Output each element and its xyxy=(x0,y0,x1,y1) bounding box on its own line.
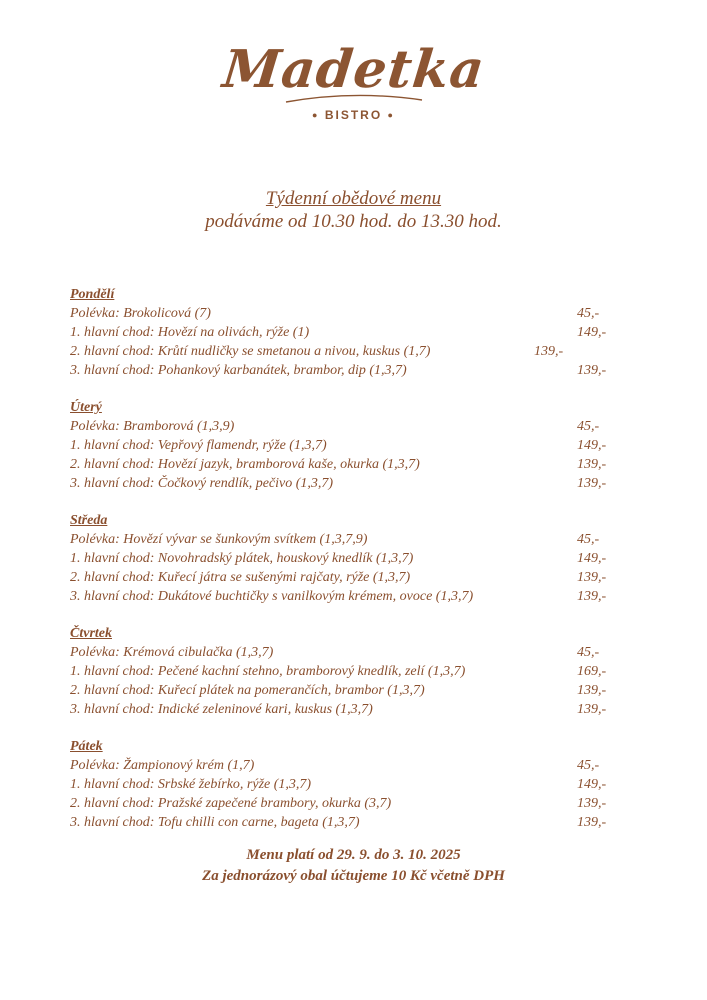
day-name: Pondělí xyxy=(70,287,115,302)
day-name: Pátek xyxy=(70,739,103,754)
menu-item-label: 2. hlavní chod: Hovězí jazyk, bramborová kaše, okurka (1,3,7) xyxy=(70,457,420,472)
menu-item-price: 45,- xyxy=(577,306,600,321)
packaging-note: Za jednorázový obal účtujeme 10 Kč včetně DPH xyxy=(202,868,505,884)
menu-item-price: 139,- xyxy=(534,344,564,359)
menu-item xyxy=(70,530,630,549)
menu-item xyxy=(70,775,630,794)
logo xyxy=(0,40,707,122)
menu-item-price: 139,- xyxy=(577,457,607,472)
menu-item xyxy=(70,417,630,436)
menu-item-price: 139,- xyxy=(577,702,607,717)
day-name: Středa xyxy=(70,513,108,528)
menu-item-label: 2. hlavní chod: Pražské zapečené brambory, okurka (3,7) xyxy=(70,796,392,811)
menu-item xyxy=(70,643,630,662)
day-section-thursday xyxy=(70,624,630,719)
day-section-tuesday xyxy=(70,398,630,493)
menu-item xyxy=(70,587,630,606)
menu-item xyxy=(70,794,630,813)
menu-item-price: 139,- xyxy=(577,363,607,378)
menu-item-label: 2. hlavní chod: Kuřecí játra se sušenými rajčaty, rýže (1,3,7) xyxy=(70,570,411,585)
day-section-friday xyxy=(70,737,630,832)
menu-item xyxy=(70,436,630,455)
menu-item xyxy=(70,304,630,323)
menu-item-price: 139,- xyxy=(577,796,607,811)
day-section-wednesday xyxy=(70,511,630,606)
menu-item xyxy=(70,756,630,775)
menu-item-price: 139,- xyxy=(577,683,607,698)
menu-item xyxy=(70,568,630,587)
brand-name: Madetka xyxy=(219,39,488,100)
dot-icon: ● xyxy=(387,110,395,120)
menu-item xyxy=(70,662,630,681)
menu-item-price: 149,- xyxy=(577,777,607,792)
menu-item-label: 1. hlavní chod: Hovězí na olivách, rýže (1) xyxy=(70,325,310,340)
menu-item-price: 149,- xyxy=(577,438,607,453)
menu-item-label: 1. hlavní chod: Srbské žebírko, rýže (1,3,7) xyxy=(70,777,312,792)
menu-item-label: Polévka: Bramborová (1,3,9) xyxy=(70,419,235,434)
menu-validity: Menu platí od 29. 9. do 3. 10. 2025 xyxy=(246,847,461,863)
menu-item xyxy=(70,474,630,493)
serving-hours: podáváme od 10.30 hod. do 13.30 hod. xyxy=(205,211,502,232)
menu-item-label: 2. hlavní chod: Kuřecí plátek na pomerančích, brambor (1,3,7) xyxy=(70,683,425,698)
menu-item-label: 1. hlavní chod: Vepřový flamendr, rýže (1,3,7) xyxy=(70,438,327,453)
menu-item-price: 149,- xyxy=(577,325,607,340)
day-name: Čtvrtek xyxy=(70,626,112,641)
menu-item-price: 139,- xyxy=(577,815,607,830)
weekly-menu xyxy=(70,285,630,850)
brand-subtitle-text: BISTRO xyxy=(324,108,383,122)
menu-item xyxy=(70,342,630,361)
day-section-monday xyxy=(70,285,630,380)
menu-item-label: 3. hlavní chod: Tofu chilli con carne, bageta (1,3,7) xyxy=(70,815,360,830)
menu-item-price: 45,- xyxy=(577,532,600,547)
menu-item-price: 45,- xyxy=(577,419,600,434)
menu-item-label: 1. hlavní chod: Pečené kachní stehno, bramborový knedlík, zelí (1,3,7) xyxy=(70,664,466,679)
brand-subtitle xyxy=(0,108,707,122)
menu-item-price: 45,- xyxy=(577,645,600,660)
menu-item-label: 3. hlavní chod: Čočkový rendlík, pečivo (1,3,7) xyxy=(70,476,334,491)
menu-item xyxy=(70,813,630,832)
menu-title: Týdenní obědové menu xyxy=(265,188,442,209)
menu-item-label: Polévka: Hovězí vývar se šunkovým svítkem (1,3,7,9) xyxy=(70,532,368,547)
menu-item xyxy=(70,681,630,700)
menu-item xyxy=(70,549,630,568)
menu-item-label: Polévka: Žampionový krém (1,7) xyxy=(70,758,255,773)
menu-item-label: 1. hlavní chod: Novohradský plátek, houskový knedlík (1,3,7) xyxy=(70,551,414,566)
menu-item-price: 149,- xyxy=(577,551,607,566)
menu-item-label: 3. hlavní chod: Pohankový karbanátek, brambor, dip (1,3,7) xyxy=(70,363,407,378)
menu-item xyxy=(70,323,630,342)
menu-item xyxy=(70,700,630,719)
menu-item-price: 139,- xyxy=(577,570,607,585)
menu-item-label: 3. hlavní chod: Indické zeleninové kari, kuskus (1,3,7) xyxy=(70,702,373,717)
menu-item xyxy=(70,361,630,380)
dot-icon: ● xyxy=(312,110,320,120)
day-name: Úterý xyxy=(70,400,102,415)
menu-item-label: 2. hlavní chod: Krůtí nudličky se smetanou a nivou, kuskus (1,7) xyxy=(70,344,431,359)
menu-item xyxy=(70,455,630,474)
menu-item-price: 139,- xyxy=(577,589,607,604)
menu-item-label: 3. hlavní chod: Dukátové buchtičky s vanilkovým krémem, ovoce (1,3,7) xyxy=(70,589,474,604)
menu-item-label: Polévka: Krémová cibulačka (1,3,7) xyxy=(70,645,274,660)
menu-item-price: 45,- xyxy=(577,758,600,773)
menu-item-price: 169,- xyxy=(577,664,607,679)
menu-item-label: Polévka: Brokolicová (7) xyxy=(70,306,211,321)
menu-item-price: 139,- xyxy=(577,476,607,491)
